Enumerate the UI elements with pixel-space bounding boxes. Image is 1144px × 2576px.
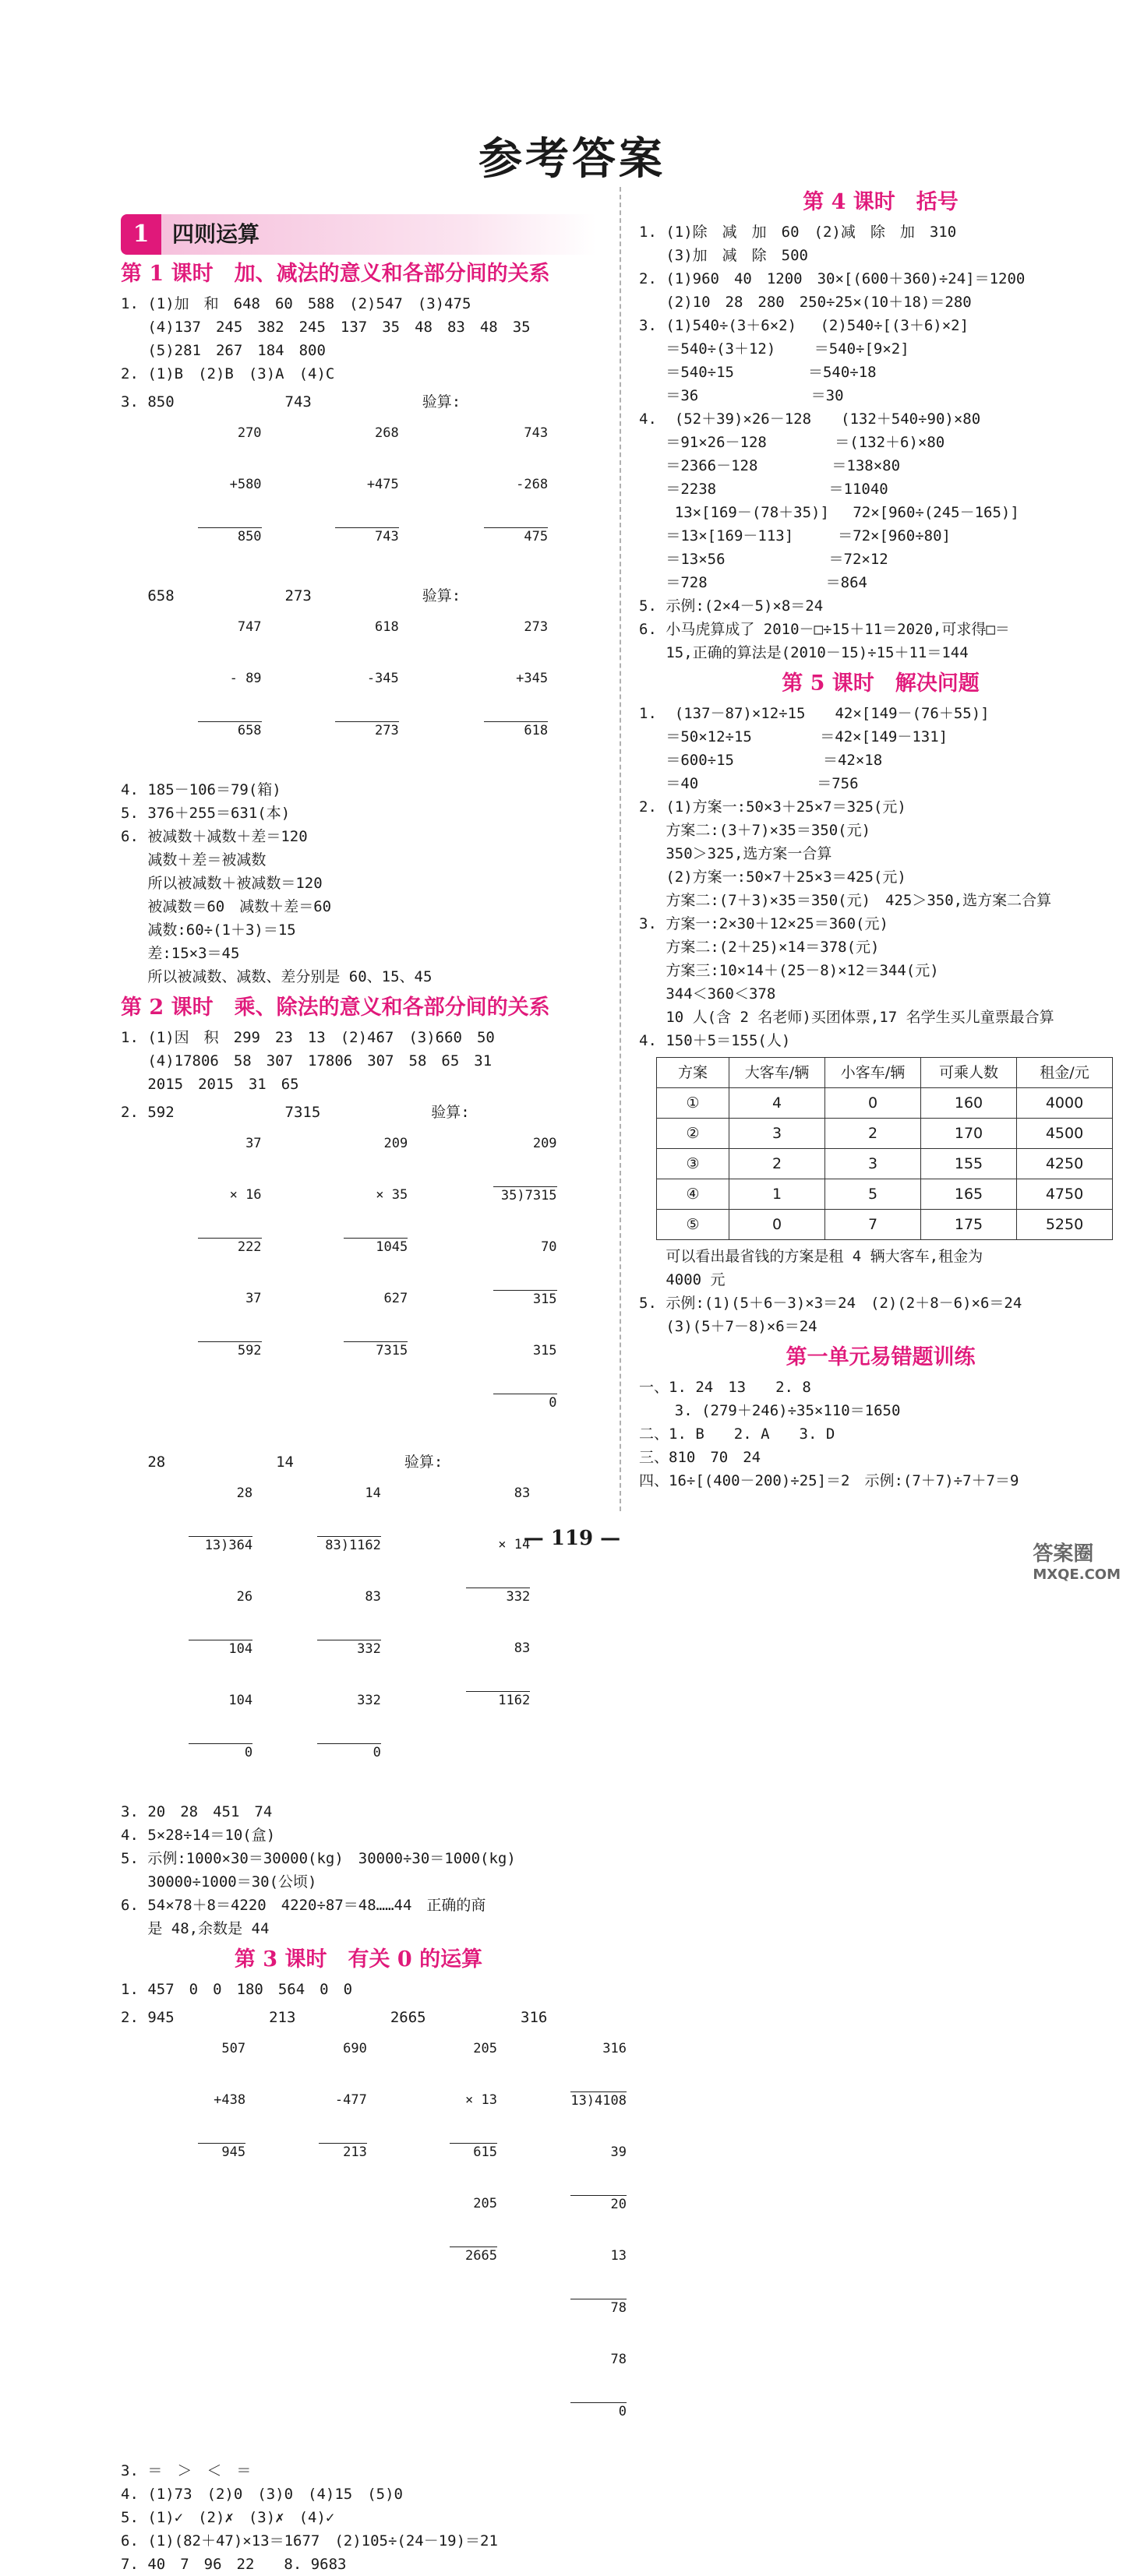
answer-line: 所以被减数＋被减数＝120: [121, 875, 323, 892]
column-divider: [620, 187, 621, 1511]
answer-value: 7315: [284, 1104, 321, 1121]
table-cell: 155: [921, 1149, 1017, 1179]
answer-value: 2. 592: [121, 1104, 175, 1121]
answer-line: 6. (1)(82＋47)×13＝1677 (2)105÷(24－19)＝21: [121, 2532, 498, 2550]
answer-line: 30000÷1000＝30(公顷): [121, 1873, 317, 1891]
answer-line: ＝600÷15 ＝42×18: [639, 752, 883, 769]
answer-line: 3. (1)540÷(3＋6×2) (2)540÷[(3＋6)×2]: [639, 317, 969, 334]
table-cell: 160: [921, 1088, 1017, 1119]
lesson-2-heading: 第 2 课时 乘、除法的意义和各部分间的关系: [121, 996, 550, 1020]
answer-line: 方案二:(2＋25)×14＝378(元): [639, 939, 880, 956]
answer-line: 6. 被减数＋减数＋差＝120: [121, 828, 308, 845]
table-header-row: [657, 1058, 1113, 1088]
answer-line: 13×[169－(78＋35)] 72×[960÷(245－165)]: [639, 504, 1019, 521]
table-cell: 4750: [1017, 1179, 1113, 1210]
table-cell: 170: [921, 1119, 1017, 1149]
unit-header: [121, 214, 596, 255]
table-cell: ③: [657, 1149, 729, 1179]
lesson-3-more-answers: [121, 2459, 596, 2576]
table-cell: ④: [657, 1179, 729, 1210]
table-header: 方案: [657, 1058, 729, 1088]
answer-line: ＝40 ＝756: [639, 775, 859, 792]
lesson-3-heading: 第 3 课时 有关 0 的运算: [234, 1947, 483, 1972]
answer-value: 28: [147, 1454, 166, 1471]
answer-line: ＝91×26－128 ＝(132＋6)×80: [639, 434, 945, 451]
answer-line: 5. 示例:1000×30＝30000(kg) 30000÷30＝1000(kg): [121, 1850, 516, 1867]
answer-line: 344＜360＜378: [639, 985, 776, 1003]
error-training-answers: [639, 1376, 1122, 1492]
lesson-4-heading: 第 4 课时 括号: [803, 190, 959, 214]
table-row: [657, 1088, 1113, 1119]
long-division: 316 13)4108 39 20 13 78 78 0: [570, 2041, 627, 2419]
answer-line: 4. 185－106＝79(箱): [121, 781, 281, 798]
table-cell: 7: [825, 1210, 921, 1240]
answer-line: 1. (137－87)×12÷15 42×[149－(76＋55)]: [639, 705, 990, 722]
error-training-heading: 第一单元易错题训练: [786, 1345, 976, 1369]
table-cell: 1: [729, 1179, 825, 1210]
answer-line: (4)17806 58 307 17806 307 58 65 31: [121, 1052, 493, 1070]
table-cell: 4250: [1017, 1149, 1113, 1179]
answer-line: 3. 20 28 451 74: [121, 1803, 273, 1820]
answer-line: ＝13×56 ＝72×12: [639, 551, 888, 568]
answer-line: ＝2238 ＝11040: [639, 481, 888, 498]
answer-value: 14: [276, 1454, 294, 1471]
lesson-1-heading: 第 1 课时 加、减法的意义和各部分间的关系: [121, 262, 550, 286]
verify-label: 验算:: [422, 587, 461, 604]
page-number: — 119 —: [523, 1527, 621, 1550]
table-header: 大客车/辆: [729, 1058, 825, 1088]
answer-line: 2. (1)960 40 1200 30×[(600＋360)÷24]＝1200: [639, 270, 1026, 287]
unit-title: 四则运算: [161, 214, 596, 255]
rental-plan-table: [656, 1057, 1113, 1240]
answer-line: (4)137 245 382 245 137 35 48 83 48 35: [121, 319, 531, 336]
answer-line: 5. 示例:(1)(5＋6－3)×3＝24 (2)(2＋8－6)×6＝24: [639, 1295, 1022, 1312]
answer-value: 2665: [390, 2009, 426, 2026]
answer-line: 4. 5×28÷14＝10(盒): [121, 1827, 276, 1844]
long-division: 209 35)7315 70 315 315 0: [493, 1101, 557, 1446]
vertical-calculation: 209 × 35 1045 627 7315: [344, 1101, 408, 1394]
answer-line: 7. 40 7 96 22 8. 9683: [121, 2556, 347, 2573]
table-row: [657, 1210, 1113, 1240]
lesson-3-calculations: [121, 2006, 627, 2454]
answer-line: 2. (1)方案一:50×3＋25×7＝325(元): [639, 798, 906, 816]
table-cell: 4500: [1017, 1119, 1113, 1149]
answer-line: 4000 元: [639, 1271, 726, 1288]
answer-value: 658: [147, 587, 175, 604]
answer-line: 4. (1)73 (2)0 (3)0 (4)15 (5)0: [121, 2486, 403, 2503]
answer-line: 350＞325,选方案一合算: [639, 845, 832, 862]
answer-line: 1. (1)除 减 加 60 (2)减 除 加 310: [639, 224, 957, 241]
answer-line: 二、1. B 2. A 3. D: [639, 1425, 835, 1443]
answer-line: ＝728 ＝864: [639, 574, 867, 591]
vertical-calculation: 268 +475 743: [335, 390, 399, 580]
lesson-5-answers: [639, 702, 1122, 1052]
answer-line: (2)方案一:50×7＋25×3＝425(元): [639, 869, 906, 886]
vertical-calculation: 37 × 16 222 37 592: [198, 1101, 262, 1394]
answer-value: 273: [284, 587, 312, 604]
answer-value: 213: [269, 2009, 296, 2026]
answer-line: 10 人(含 2 名老师)买团体票,17 名学生买儿童票最合算: [639, 1009, 1054, 1026]
lesson-4-answers: [639, 220, 1122, 664]
answer-line: 所以被减数、减数、差分别是 60、15、45: [121, 968, 433, 985]
table-header: 小客车/辆: [825, 1058, 921, 1088]
vertical-calculation: 743 -268 475: [484, 390, 548, 580]
table-cell: ②: [657, 1119, 729, 1149]
answer-line: 三、810 70 24: [639, 1449, 761, 1466]
answer-line: 方案二:(7＋3)×35＝350(元) 425＞350,选方案二合算: [639, 892, 1052, 909]
table-cell: 175: [921, 1210, 1017, 1240]
answer-line: (3)加 减 除 500: [639, 247, 808, 264]
vertical-calculation: 618 -345 273: [335, 584, 399, 774]
answer-line: (2)10 28 280 250÷25×(10＋18)＝280: [639, 294, 972, 311]
answer-value: 316: [521, 2009, 548, 2026]
vertical-calculation: 507 +438 945: [198, 2006, 245, 2195]
answer-line: 15,正确的算法是(2010－15)÷15＋11＝144: [639, 644, 969, 661]
long-division: 14 83)1162 83 332 332 0: [317, 1450, 381, 1795]
right-column: [639, 183, 1122, 1492]
table-row: [657, 1179, 1113, 1210]
answer-line: (3)(5＋7－8)×6＝24: [639, 1318, 817, 1335]
verify-label: 验算:: [431, 1104, 470, 1121]
table-cell: ①: [657, 1088, 729, 1119]
lesson-5-heading: 第 5 课时 解决问题: [782, 671, 980, 696]
answer-line: 四、16÷[(400－200)÷25]＝2 示例:(7＋7)÷7＋7＝9: [639, 1472, 1019, 1489]
answer-value: 2. 945: [121, 2009, 175, 2026]
table-cell: 3: [729, 1119, 825, 1149]
lesson-1-q3-calculations: [121, 390, 596, 774]
table-cell: 2: [729, 1149, 825, 1179]
lesson-1-more-answers: [121, 778, 596, 988]
answer-line: 3. 方案一:2×30＋12×25＝360(元): [639, 915, 888, 932]
answer-line: 被减数＝60 减数＋差＝60: [121, 898, 332, 915]
vertical-calculation: 273 +345 618: [484, 584, 548, 774]
lesson-2-more-answers: [121, 1800, 596, 1940]
answer-line: 5. 示例:(2×4－5)×8＝24: [639, 597, 824, 615]
answer-line: 1. (1)因 积 299 23 13 (2)467 (3)660 50: [121, 1029, 495, 1046]
table-cell: 5: [825, 1179, 921, 1210]
page-title: 参考答案: [478, 133, 666, 185]
answer-line: 1. 457 0 0 180 564 0 0: [121, 1981, 353, 1998]
answer-line: 可以看出最省钱的方案是租 4 辆大客车,租金为: [639, 1248, 983, 1265]
answer-value: 743: [284, 393, 312, 411]
answer-line: 6. 54×78＋8＝4220 4220÷87＝48……44 正确的商: [121, 1897, 486, 1914]
answer-line: 减数:60÷(1＋3)＝15: [121, 922, 296, 939]
answer-line: ＝540÷15 ＝540÷18: [639, 364, 877, 381]
watermark-url: MXQE.COM: [1033, 1566, 1121, 1583]
lesson-2-answers: [121, 1026, 596, 1096]
lesson-1-answers: [121, 292, 596, 386]
table-header: 可乘人数: [921, 1058, 1017, 1088]
answer-line: 3. ＝ ＞ ＜ ＝: [121, 2462, 252, 2479]
table-cell: 0: [825, 1088, 921, 1119]
answer-value: 3. 850: [121, 393, 175, 411]
vertical-calculation: 690 -477 213: [319, 2006, 366, 2195]
table-cell: 165: [921, 1179, 1017, 1210]
table-cell: 4000: [1017, 1088, 1113, 1119]
answer-line: 差:15×3＝45: [121, 945, 240, 962]
unit-number: 1: [121, 214, 161, 255]
answer-line: (5)281 267 184 800: [121, 342, 326, 359]
watermark-text: 答案圈: [1033, 1542, 1094, 1566]
vertical-calculation: 270 +580 850: [198, 390, 262, 580]
answer-line: 4. (52＋39)×26－128 (132＋540÷90)×80: [639, 411, 981, 428]
answer-line: 一、1. 24 13 2. 8: [639, 1379, 811, 1396]
vertical-calculation: 747 - 89 658: [198, 584, 262, 774]
answer-line: 1. (1)加 和 648 60 588 (2)547 (3)475: [121, 295, 471, 312]
lesson-2-calculations: [121, 1101, 596, 1795]
answer-line: ＝36 ＝30: [639, 387, 844, 404]
left-column: [121, 183, 627, 2576]
answer-line: 方案三:10×14＋(25－8)×12＝344(元): [639, 962, 939, 979]
answer-line: 方案二:(3＋7)×35＝350(元): [639, 822, 871, 839]
table-cell: 3: [825, 1149, 921, 1179]
table-cell: ⑤: [657, 1210, 729, 1240]
answer-line: ＝50×12÷15 ＝42×[149－131]: [639, 728, 948, 745]
table-cell: 5250: [1017, 1210, 1113, 1240]
answer-line: 是 48,余数是 44: [121, 1920, 270, 1937]
answer-line: 5. (1)✓ (2)✗ (3)✗ (4)✓: [121, 2509, 335, 2526]
table-row: [657, 1119, 1113, 1149]
verify-label: 验算:: [404, 1454, 443, 1471]
answer-line: 2. (1)B (2)B (3)A (4)C: [121, 365, 335, 382]
table-cell: 2: [825, 1119, 921, 1149]
answer-line: 6. 小马虎算成了 2010－□÷15＋11＝2020,可求得□＝: [639, 621, 1010, 638]
long-division: 28 13)364 26 104 104 0: [189, 1450, 252, 1795]
table-cell: 4: [729, 1088, 825, 1119]
vertical-calculation: 83 × 14 332 83 1162: [466, 1450, 530, 1743]
answer-line: 3. (279＋246)÷35×110＝1650: [639, 1402, 901, 1419]
answer-line: 减数＋差＝被减数: [121, 851, 267, 869]
table-cell: 0: [729, 1210, 825, 1240]
answer-line: 4. 150＋5＝155(人): [639, 1032, 791, 1049]
answer-line: ＝2366－128 ＝138×80: [639, 457, 901, 474]
answer-line: ＝13×[169－113] ＝72×[960÷80]: [639, 527, 951, 544]
table-conclusion: [639, 1245, 1122, 1338]
answer-line: 5. 376＋255＝631(本): [121, 805, 291, 822]
answer-line: 2015 2015 31 65: [121, 1076, 299, 1093]
table-row: [657, 1149, 1113, 1179]
verify-label: 验算:: [422, 393, 461, 411]
answer-line: ＝540÷(3＋12) ＝540÷[9×2]: [639, 340, 909, 358]
vertical-calculation: 205 × 13 615 205 2665: [450, 2006, 497, 2299]
table-header: 租金/元: [1017, 1058, 1113, 1088]
watermark-logo: [1033, 1538, 1121, 1583]
